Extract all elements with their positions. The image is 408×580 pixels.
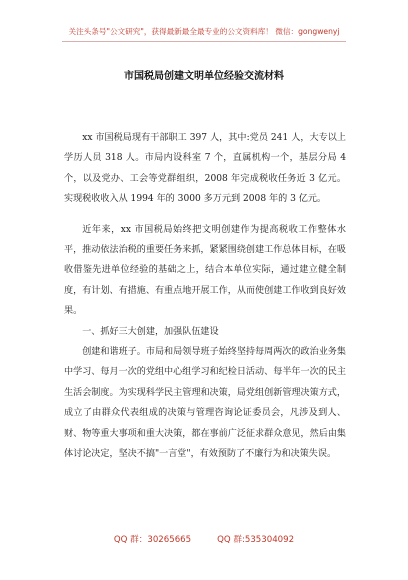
document-body [64,118,346,465]
paragraph-harmonious-team: 创建和谐班子。市局和局领导班子始终坚持每周两次的政治业务集中学习、每月一次的党组中心组学习和纪检日活动、每半年一次的民主生活会制度。为实现科学民主管理和决策，局党组创新管理决策方式，成立了由群众代表组成的决策与管理咨询论证委员会，凡涉及到人、财、物等重大事项和重大决策，都在事前广泛征求群众意见，然后由集体讨论决定，坚决不搞"一言堂"，有效预防了不廉行为和决策失误。 [64,347,346,460]
section-heading: 一、抓好三大创建，加强队伍建设 [82,326,219,337]
footer-qq-group-2: QQ 群:535304092 [217,535,295,545]
paragraph-intro: 近年来，xx 市国税局始终把文明创建作为提高税收工作整体水平，推动依法治税的重要任务来抓，紧紧围绕创建工作总体目标，在吸收借鉴先进单位经验的基础之上，结合本单位实际，通过建立健全制度，有计划、有措施、有重点地开展工作，从而使创建工作收到良好效果。 [64,224,346,317]
document-title: 市国税局创建文明单位经验交流材料 [124,71,284,82]
footer-contacts [0,533,408,545]
paragraph-overview: xx 市国税局现有干部职工 397 人，其中:党员 241 人，大专以上学历人员 318 人。市局内设科室 7 个，直属机构一个，基层分局 4 个，以及党办、工会等党群组织，2008 年完成税收任务近 3 亿元。实现税收收入从 1994 年的 3000 多万元到 2008 年的 3 亿元。 [64,133,346,205]
header-divider [62,41,346,42]
footer-qq-group-1: QQ 群：30265665 [113,535,192,545]
header-note: 关注头条号"公文研究"，获得最新最全最专业的公文资料库！ 微信：gongwenyj [68,27,340,36]
